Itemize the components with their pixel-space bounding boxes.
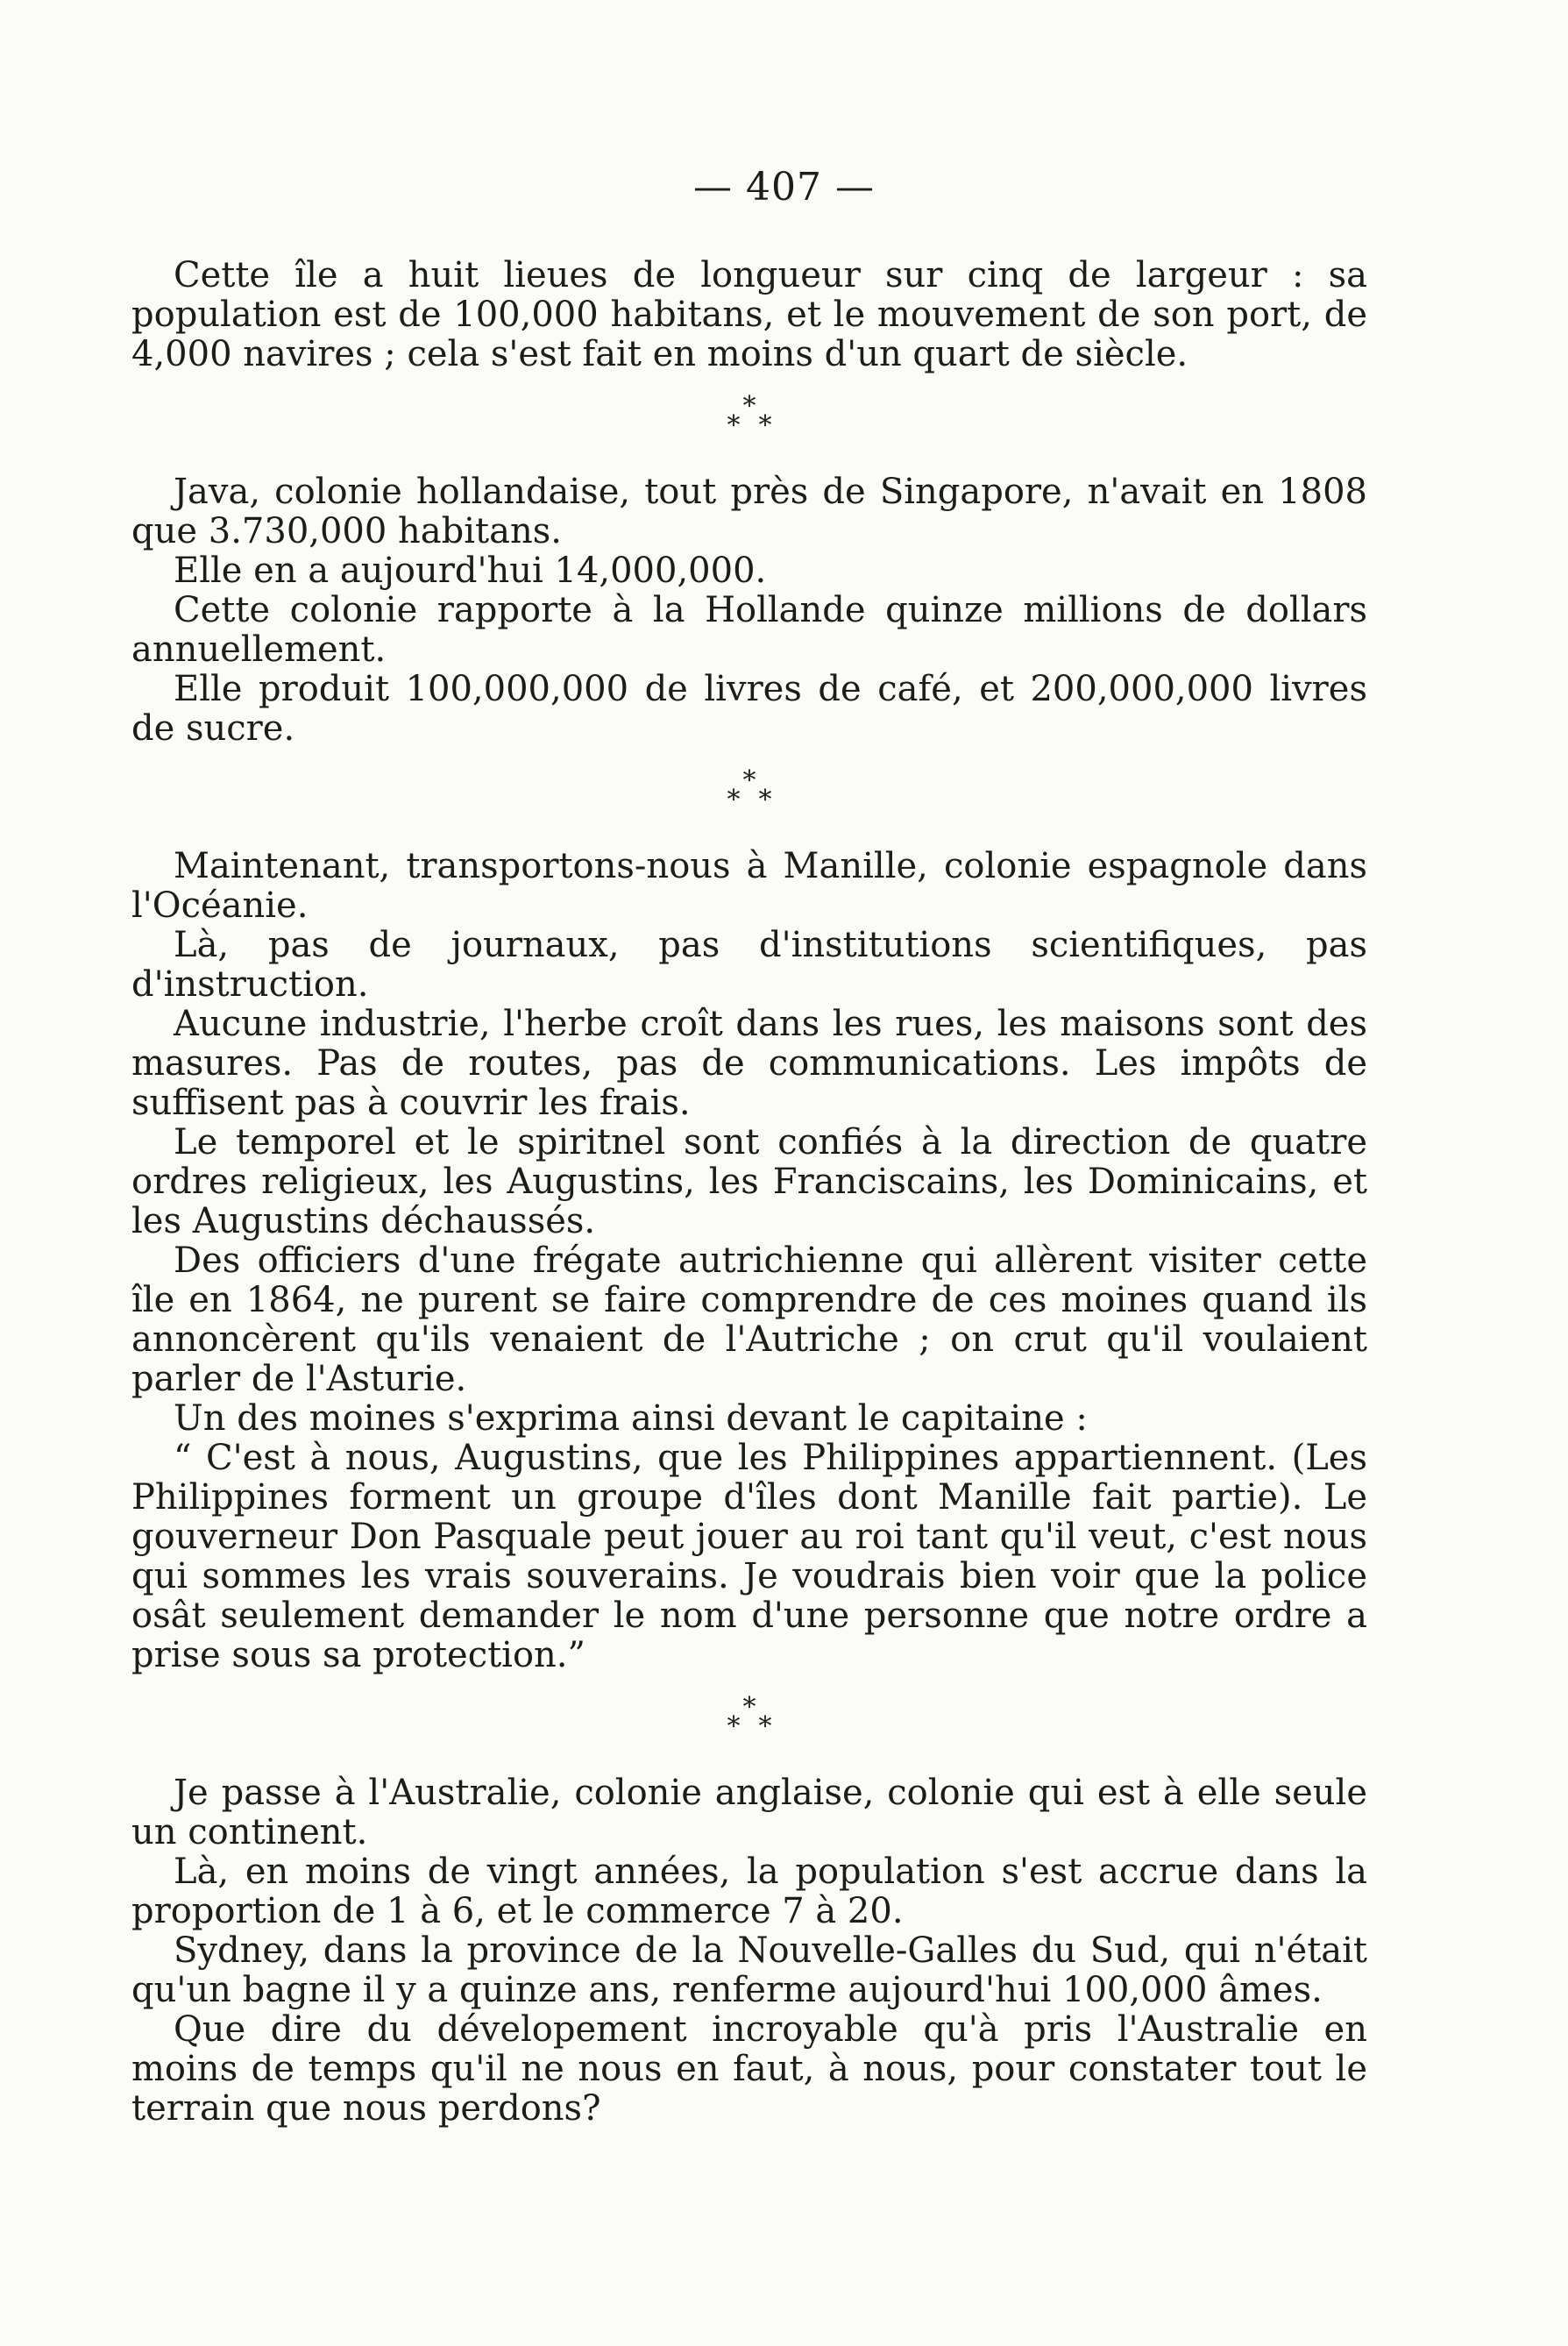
paragraph: Des officiers d'une frégate autrichienne qui allèrent visiter cette île en 1864, ne purent se faire comprendre de ces moines quand ils annoncèrent qu'ils venaient de l'Autriche ; on crut qu'il voulaient parler de l'Asturie. — [131, 1241, 1367, 1399]
section-separator — [131, 1675, 1367, 1774]
asterism-star: * — [758, 410, 772, 441]
paragraph: Elle produit 100,000,000 de livres de café, et 200,000,000 livres de sucre. — [131, 669, 1367, 749]
asterism-star: * — [742, 1692, 756, 1723]
asterism-star: * — [727, 785, 741, 815]
asterism-star: * — [758, 1711, 772, 1742]
page-number: — 407 — — [693, 165, 875, 210]
paragraph: Cette colonie rapporte à la Hollande quinze millions de dollars annuellement. — [131, 590, 1367, 670]
section-separator — [131, 374, 1367, 473]
asterism-star: * — [727, 410, 741, 441]
paragraph: Sydney, dans la province de la Nouvelle-Galles du Sud, qui n'était qu'un bagne il y a quinze ans, renferme aujourd'hui 100,000 âmes. — [131, 1930, 1367, 2010]
paragraph: Maintenant, transportons-nous à Manille, colonie espagnole dans l'Océanie. — [131, 846, 1367, 926]
paragraph: Je passe à l'Australie, colonie anglaise, colonie qui est à elle seule un continent. — [131, 1773, 1367, 1852]
section-separator — [131, 749, 1367, 847]
paragraph: Aucune industrie, l'herbe croît dans les rues, les maisons sont des masures. Pas de routes, pas de communications. Les impôts de suffisent pas à couvrir les frais. — [131, 1004, 1367, 1123]
paragraph: Java, colonie hollandaise, tout près de Singapore, n'avait en 1808 que 3.730,000 habitans. — [131, 472, 1367, 551]
paragraph: Cette île a huit lieues de longueur sur cinq de largeur : sa population est de 100,000 habitans, et le mouvement de son port, de 4,000 navires ; cela s'est fait en moins d'un quart de siècle. — [131, 255, 1367, 374]
paragraph: Un des moines s'exprima ainsi devant le capitaine : — [174, 1398, 1088, 1439]
paragraph: Le temporel et le spiritnel sont confiés à la direction de quatre ordres religieux, les Augustins, les Franciscains, les Dominicains, et les Augustins déchaussés. — [131, 1122, 1367, 1241]
paragraph: Là, en moins de vingt années, la population s'est accrue dans la proportion de 1 à 6, et le commerce 7 à 20. — [131, 1852, 1367, 1931]
body-text — [131, 256, 1367, 2129]
paragraph: Que dire du dévelopement incroyable qu'à pris l'Australie en moins de temps qu'il ne nous en faut, à nous, pour constater tout le terrain que nous perdons? — [131, 2009, 1367, 2129]
asterism-star: * — [742, 765, 756, 796]
paragraph: Elle en a aujourd'hui 14,000,000. — [174, 551, 767, 591]
asterism-star: * — [758, 785, 772, 815]
paragraph: Là, pas de journaux, pas d'institutions scientifiques, pas d'instruction. — [131, 925, 1367, 1005]
asterism-star: * — [727, 1711, 741, 1742]
quotation-paragraph: “ C'est à nous, Augustins, que les Philippines appartiennent. (Les Philippines forment un groupe d'îles dont Manille fait partie). Le gouverneur Don Pasquale peut jouer au roi tant qu'il veut, c'est nous qui sommes les vrais souverains. Je voudrais bien voir que la police osât seulement demander le nom d'une personne que notre ordre a prise sous sa protection.” — [131, 1438, 1367, 1675]
asterism-star: * — [742, 391, 756, 422]
